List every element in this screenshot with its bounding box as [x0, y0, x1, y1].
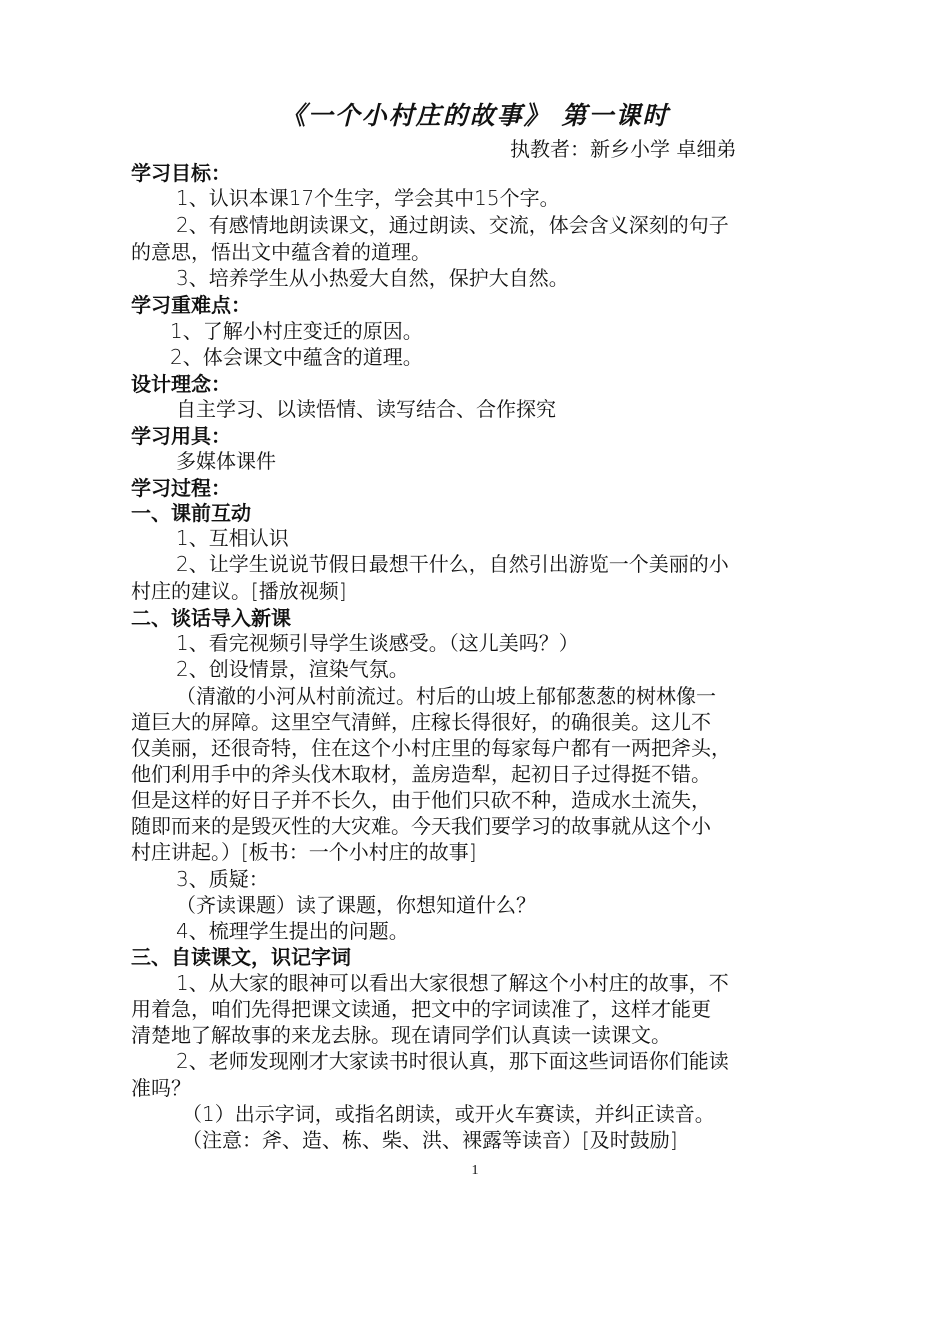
text-line: 2、创设情景，渲染气氛。: [176, 657, 409, 681]
text-line: 随即而来的是毁灭性的大灾难。今天我们要学习的故事就从这个小: [131, 814, 711, 838]
author-line: 执教者：新乡小学 卓细弟: [510, 137, 737, 161]
text-line: 村庄讲起。）[板书：一个小村庄的故事]: [131, 840, 477, 864]
text-line: 清楚地了解故事的来龙去脉。现在请同学们认真读一读课文。: [131, 1023, 671, 1047]
section-heading: 一、课前互动: [131, 501, 251, 525]
text-line: 2、体会课文中蕴含的道理。: [170, 345, 423, 369]
text-line: 村庄的建议。[播放视频]: [131, 579, 347, 603]
section-heading: 二、谈话导入新课: [131, 606, 291, 630]
text-line: （清澈的小河从村前流过。村后的山坡上郁郁葱葱的树林像一: [176, 684, 716, 708]
text-line: （注意：斧、造、栋、柴、洪、裸露等读音）[及时鼓励]: [182, 1128, 678, 1152]
section-heading: 学习重难点：: [131, 293, 251, 317]
section-heading: 三、自读课文，识记字词: [131, 945, 351, 969]
text-line: 4、梳理学生提出的问题。: [176, 919, 409, 943]
text-line: 1、看完视频引导学生谈感受。（这儿美吗？）: [176, 631, 579, 655]
text-line: 但是这样的好日子并不长久，由于他们只砍不种，造成水土流失，: [131, 788, 711, 812]
text-line: 用着急，咱们先得把课文读通，把文中的字词读准了，这样才能更: [131, 997, 711, 1021]
section-heading: 学习目标：: [131, 161, 231, 185]
section-heading: 学习过程：: [131, 476, 231, 500]
text-line: 他们利用手中的斧头伐木取材，盖房造犁，起初日子过得挺不错。: [131, 762, 711, 786]
text-line: 1、认识本课17个生字，学会其中15个字。: [176, 186, 560, 210]
text-line: 1、了解小村庄变迁的原因。: [170, 319, 423, 343]
text-line: 准吗？: [131, 1076, 191, 1100]
section-heading: 设计理念：: [131, 372, 231, 396]
text-line: 自主学习、以读悟情、读写结合、合作探究: [176, 397, 556, 421]
text-line: （齐读课题）读了课题，你想知道什么？: [176, 893, 536, 917]
text-line: 1、互相认识: [176, 526, 289, 550]
text-line: 2、老师发现刚才大家读书时很认真，那下面这些词语你们能读: [176, 1049, 729, 1073]
text-line: 多媒体课件: [176, 449, 276, 473]
section-heading: 学习用具：: [131, 424, 231, 448]
text-line: 2、让学生说说节假日最想干什么，自然引出游览一个美丽的小: [176, 552, 729, 576]
text-line: 的意思，悟出文中蕴含着的道理。: [131, 240, 431, 264]
text-line: 仅美丽，还很奇特，住在这个小村庄里的每家每户都有一两把斧头，: [131, 736, 731, 760]
text-line: 道巨大的屏障。这里空气清鲜，庄稼长得很好，的确很美。这儿不: [131, 710, 711, 734]
text-line: 3、质疑：: [176, 867, 269, 891]
text-line: （1）出示字词，或指名朗读，或开火车赛读，并纠正读音。: [182, 1102, 715, 1126]
text-line: 3、培养学生从小热爱大自然，保护大自然。: [176, 266, 569, 290]
page-number: 1: [471, 1163, 479, 1178]
text-line: 1、从大家的眼神可以看出大家很想了解这个小村庄的故事，不: [176, 971, 729, 995]
document-title: 《一个小村庄的故事》 第一课时: [280, 101, 670, 130]
text-line: 2、有感情地朗读课文，通过朗读、交流，体会含义深刻的句子: [176, 213, 729, 237]
